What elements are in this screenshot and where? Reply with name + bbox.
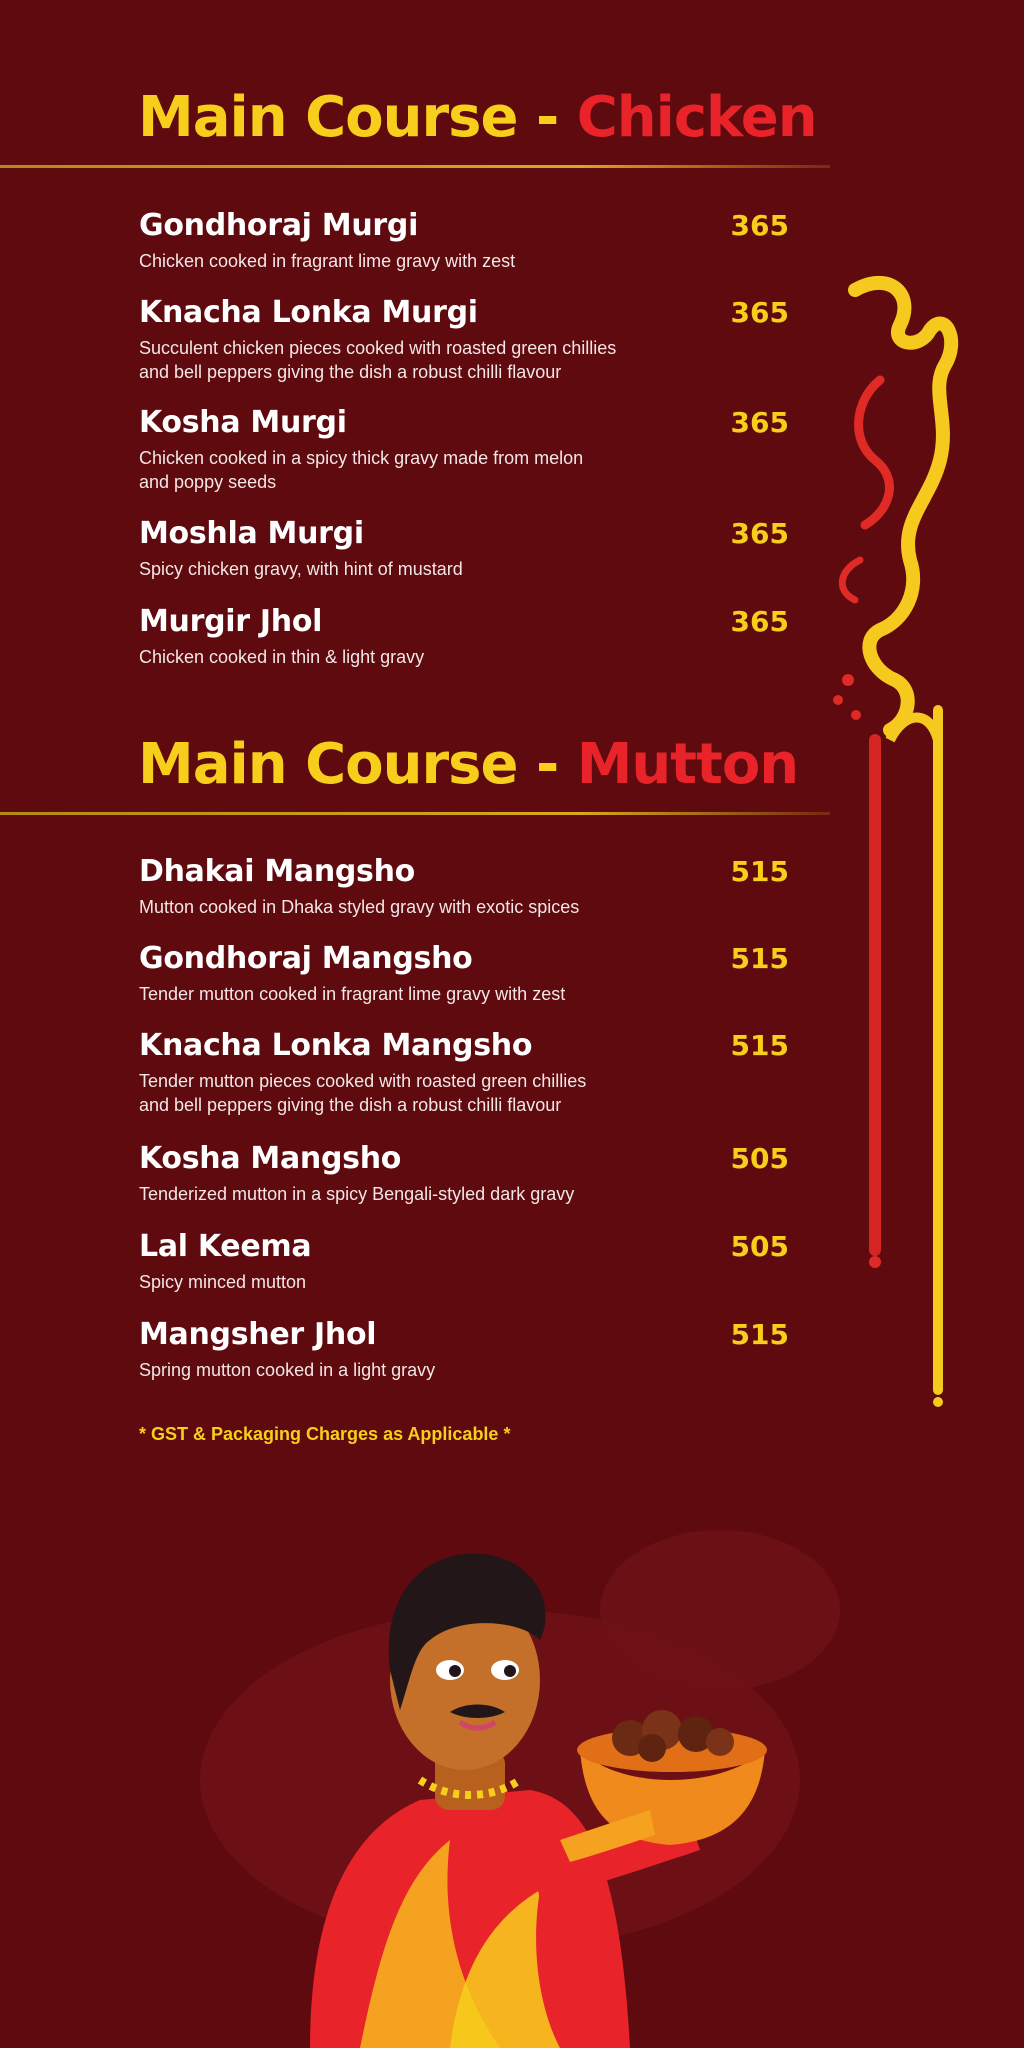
item-name: Lal Keema — [139, 1229, 312, 1264]
mutton-section-title — [138, 732, 799, 797]
item-price: 505 — [730, 1142, 789, 1175]
item-description: Chicken cooked in thin & light gravy — [139, 647, 425, 667]
item-name: Mangsher Jhol — [139, 1317, 377, 1352]
menu-item — [139, 1316, 789, 1382]
item-description: Spicy minced mutton — [139, 1272, 307, 1292]
section-divider — [0, 812, 830, 815]
charges-note: * GST & Packaging Charges as Applicable * — [139, 1424, 511, 1444]
item-description: Chicken cooked in fragrant lime gravy with zest — [139, 251, 516, 271]
chicken-section-title — [138, 85, 817, 150]
item-name: Knacha Lonka Murgi — [139, 295, 478, 330]
item-name: Knacha Lonka Mangsho — [139, 1028, 533, 1063]
menu-item — [139, 1140, 789, 1206]
item-name: Dhakai Mangsho — [139, 854, 415, 889]
item-price: 515 — [730, 1029, 789, 1062]
item-description: Chicken cooked in a spicy thick gravy made from melon and poppy seeds — [139, 448, 584, 492]
title-accent: Mutton — [576, 732, 799, 797]
item-price: 365 — [730, 209, 789, 242]
item-price: 515 — [730, 1318, 789, 1351]
item-price: 365 — [730, 406, 789, 439]
item-name: Gondhoraj Mangsho — [139, 941, 473, 976]
menu-item — [139, 853, 789, 919]
item-description: Spicy chicken gravy, with hint of mustard — [139, 559, 463, 579]
item-price: 365 — [730, 605, 789, 638]
title-main: Main Course — [138, 85, 518, 150]
title-separator: - — [535, 85, 559, 150]
item-name: Moshla Murgi — [139, 516, 364, 551]
item-description: Tenderized mutton in a spicy Bengali-styled dark gravy — [139, 1184, 575, 1204]
menu-item — [139, 515, 789, 581]
menu-item — [139, 603, 789, 669]
item-description: Tender mutton pieces cooked with roasted green chillies and bell peppers giving the dish a robust chilli flavour — [139, 1071, 587, 1115]
section-divider — [0, 165, 830, 168]
item-name: Kosha Mangsho — [139, 1141, 402, 1176]
item-description: Spring mutton cooked in a light gravy — [139, 1360, 436, 1380]
item-name: Gondhoraj Murgi — [139, 208, 419, 243]
item-price: 505 — [730, 1230, 789, 1263]
item-price: 365 — [730, 517, 789, 550]
title-main: Main Course — [138, 732, 518, 797]
paisley-ornament-decoration — [820, 270, 970, 1410]
item-name: Kosha Murgi — [139, 405, 347, 440]
item-description: Mutton cooked in Dhaka styled gravy with exotic spices — [139, 897, 580, 917]
menu-item — [139, 1027, 789, 1117]
menu-item — [139, 404, 789, 494]
item-name: Murgir Jhol — [139, 604, 323, 639]
item-description: Succulent chicken pieces cooked with roasted green chillies and bell peppers giving the dish a robust chilli flavour — [139, 338, 617, 382]
item-price: 515 — [730, 855, 789, 888]
item-price: 365 — [730, 296, 789, 329]
item-price: 515 — [730, 942, 789, 975]
title-separator: - — [535, 732, 559, 797]
menu-item — [139, 207, 789, 273]
menu-item — [139, 1228, 789, 1294]
man-serving-pot-illustration — [200, 1450, 920, 2048]
menu-item — [139, 294, 789, 384]
item-description: Tender mutton cooked in fragrant lime gravy with zest — [139, 984, 566, 1004]
menu-item — [139, 940, 789, 1006]
title-accent: Chicken — [576, 85, 817, 150]
